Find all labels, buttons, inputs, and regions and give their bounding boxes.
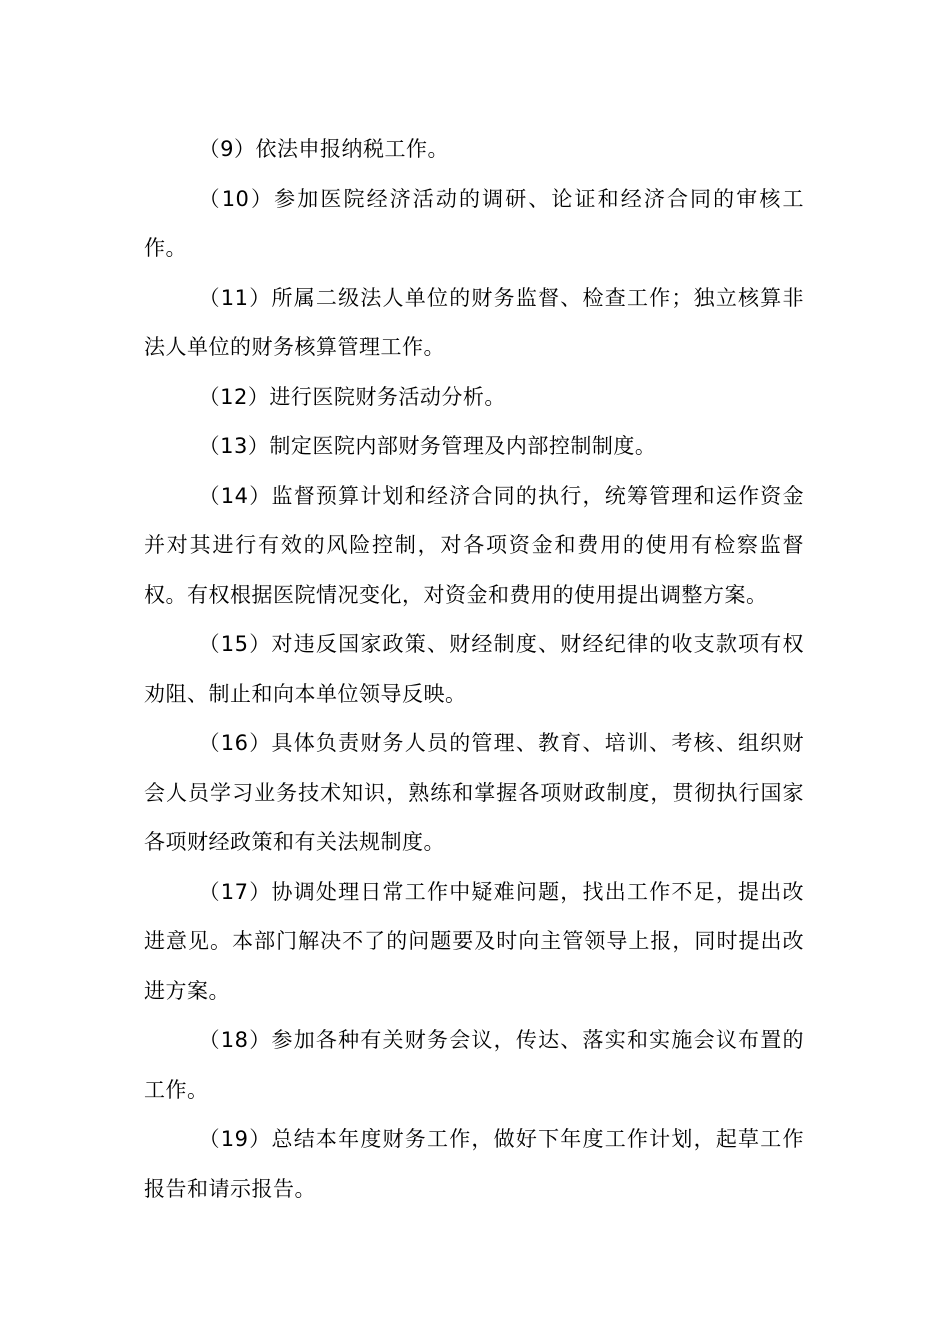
paragraph-item-14: （14）监督预算计划和经济合同的执行，统筹管理和运作资金并对其进行有效的风险控制，对各项资金和费用的使用有检察监督权。有权根据医院情况变化，对资金和费用的使用提出调整方案。 <box>144 483 804 607</box>
paragraph-item-9: （9）依法申报纳税工作。 <box>198 137 449 161</box>
paragraph-item-12: （12）进行医院财务活动分析。 <box>198 384 506 409</box>
paragraph-item-19: （19）总结本年度财务工作，做好下年度工作计划，起草工作报告和请示报告。 <box>144 1127 804 1201</box>
paragraph-item-15: （15）对违反国家政策、财经制度、财经纪律的收支款项有权劝阻、制止和向本单位领导反映。 <box>144 632 804 706</box>
paragraph-item-18: （18）参加各种有关财务会议，传达、落实和实施会议布置的工作。 <box>144 1028 804 1102</box>
paragraph-item-16: （16）具体负责财务人员的管理、教育、培训、考核、组织财会人员学习业务技术知识，熟练和掌握各项财政制度，贯彻执行国家各项财经政策和有关法规制度。 <box>144 731 804 854</box>
paragraph-item-10: （10）参加医院经济活动的调研、论证和经济合同的审核工作。 <box>144 186 804 260</box>
paragraph-item-17: （17）协调处理日常工作中疑难问题，找出工作不足，提出改进意见。本部门解决不了的问题要及时向主管领导上报，同时提出改进方案。 <box>144 879 804 1003</box>
document-body <box>144 125 804 1214</box>
paragraph-item-13: （13）制定医院内部财务管理及内部控制制度。 <box>198 434 657 458</box>
paragraph-item-11: （11）所属二级法人单位的财务监督、检查工作；独立核算非法人单位的财务核算管理工作。 <box>144 285 804 359</box>
